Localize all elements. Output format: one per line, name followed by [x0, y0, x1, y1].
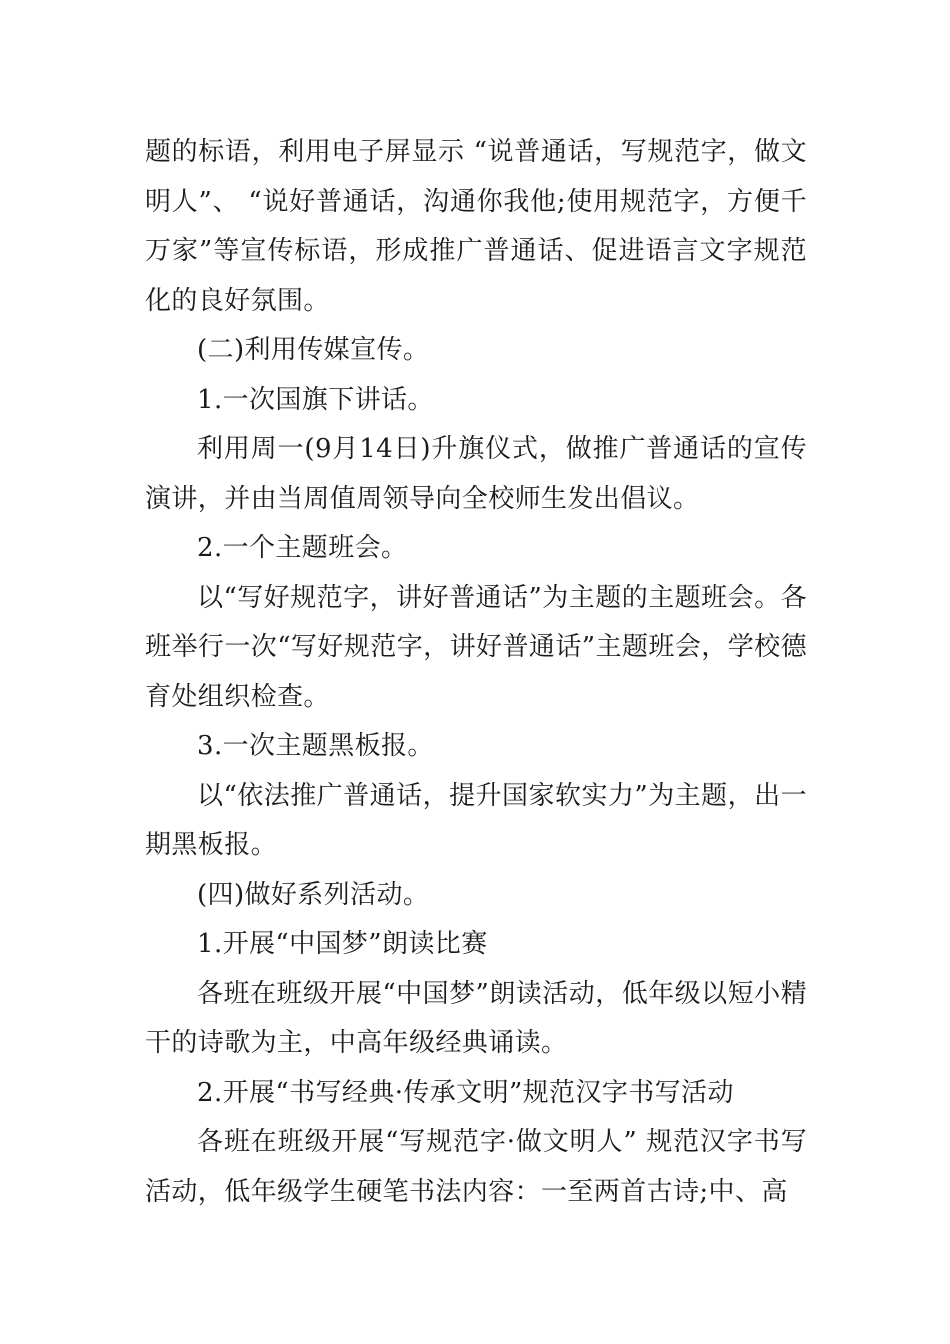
- item-heading-blackboard: 3.一次主题黑板报。: [197, 731, 434, 761]
- section-heading-media-promotion: (二)利用传媒宣传。: [197, 335, 430, 365]
- document-body: [145, 128, 807, 1217]
- item-heading-writing-activity: 2.开展“书写经典·传承文明”规范汉字书写活动: [197, 1077, 734, 1108]
- paragraph-writing-activity: 各班在班级开展“写规范字·做文明人” 规范汉字书写活动，低年级学生硬笔书法内容：一至两首古诗;中、高: [145, 1127, 807, 1207]
- item-heading-class-meeting: 2.一个主题班会。: [197, 533, 408, 563]
- paragraph-blackboard: 以“依法推广普通话，提升国家软实力”为主题，出一期黑板报。: [145, 780, 807, 860]
- paragraph-1: 题的标语，利用电子屏显示 “说普通话，写规范字，做文明人”、 “说好普通话，沟通你我他;使用规范字，方便千万家”等宣传标语，形成推广普通话、促进语言文字规范化的良好氛围。: [145, 137, 807, 316]
- paragraph-flag-speech: 利用周一(9月14日)升旗仪式，做推广普通话的宣传演讲，并由当周值周领导向全校师生发出倡议。: [145, 434, 807, 514]
- item-heading-reading-contest: 1.开展“中国梦”朗读比赛: [197, 929, 488, 959]
- item-heading-flag-speech: 1.一次国旗下讲话。: [197, 384, 434, 415]
- section-heading-activities: (四)做好系列活动。: [197, 879, 430, 910]
- paragraph-class-meeting: 以“写好规范字，讲好普通话”为主题的主题班会。各班举行一次“写好规范字，讲好普通话”主题班会，学校德育处组织检查。: [145, 582, 807, 712]
- paragraph-reading-contest: 各班在班级开展“中国梦”朗读活动，低年级以短小精干的诗歌为主，中高年级经典诵读。: [145, 978, 807, 1058]
